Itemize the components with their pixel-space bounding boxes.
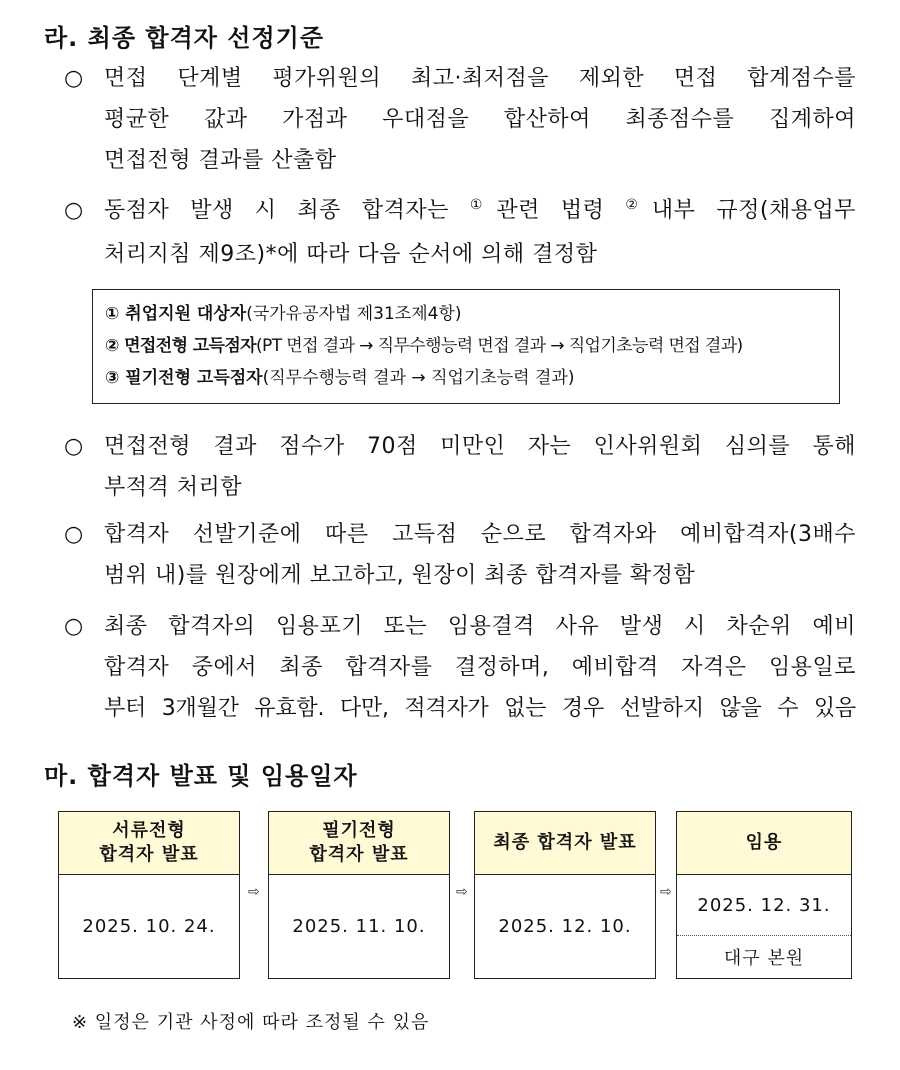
- text-line: 최종 합격자의 임용포기 또는 임용결격 사유 발생 시 차순위 예비: [104, 614, 856, 639]
- text-segment: 동점자 발생 시 최종 합격자는: [104, 198, 470, 223]
- step-title-line: 최종 합격자 발표: [493, 832, 637, 853]
- bullet-2: [64, 190, 856, 275]
- text-line: 면접전형 결과를 산출함: [104, 148, 337, 173]
- superscript-2: ②: [625, 197, 652, 213]
- bullet-marker: ○: [64, 198, 84, 223]
- text-line: 면접전형 결과 점수가 70점 미만인 자는 인사위원회 심의를 통해: [104, 434, 856, 459]
- text-segment: 관련 법령: [496, 198, 626, 223]
- section-title-ra: 라. 최종 합격자 선정기준: [44, 24, 325, 52]
- step-title-line: 합격자 발표: [309, 844, 409, 865]
- bullet-5: [64, 606, 856, 729]
- bullet-4: [64, 514, 856, 596]
- criteria-detail: (직무수행능력 결과 → 직업기초능력 결과): [262, 368, 575, 388]
- bullet-marker: ○: [64, 522, 84, 547]
- text-line: 합격자 선발기준에 따른 고득점 순으로 합격자와 예비합격자(3배수: [104, 522, 856, 547]
- criteria-detail: (PT 면접 결과 → 직무수행능력 면접 결과 → 직업기초능력 면접 결과): [256, 336, 743, 356]
- arrow-right-icon: ⇨: [456, 884, 468, 900]
- step-date: 2025. 12. 31.: [697, 894, 831, 916]
- bullet-marker: ○: [64, 66, 84, 91]
- criteria-bold: ② 면접전형 고득점자: [105, 336, 257, 356]
- text-line: 부터 3개월간 유효함. 다만, 적격자가 없는 경우 선발하지 않을 수 있음: [104, 696, 856, 721]
- criteria-bold: ③ 필기전형 고득점자: [105, 368, 263, 388]
- arrow-right-icon: ⇨: [660, 884, 672, 900]
- criteria-item: [105, 330, 827, 362]
- step-date: 2025. 12. 10.: [498, 916, 632, 937]
- tie-break-criteria-box: [92, 289, 840, 404]
- step-title: [677, 812, 851, 875]
- bullet-3: [64, 426, 856, 508]
- schedule-step-appointment: [676, 811, 852, 979]
- text-line: 평균한 값과 가점과 우대점을 합산하여 최종점수를 집계하여: [104, 107, 856, 132]
- text-line: 합격자 중에서 최종 합격자를 결정하며, 예비합격 자격은 임용일로: [104, 655, 856, 680]
- step-title: [59, 812, 239, 875]
- section-title-ma: 마. 합격자 발표 및 임용일자: [44, 762, 358, 790]
- criteria-item: [105, 362, 827, 394]
- criteria-item: [105, 298, 827, 330]
- schedule-step-document: [58, 811, 240, 979]
- schedule-step-final: [474, 811, 656, 979]
- text-segment: 내부 규정(채용업무: [651, 198, 856, 223]
- text-line: 면접 단계별 평가위원의 최고·최저점을 제외한 면접 합계점수를: [104, 66, 856, 91]
- schedule-note: ※ 일정은 기관 사정에 따라 조정될 수 있음: [72, 1012, 430, 1033]
- step-title-line: 서류전형: [112, 820, 186, 841]
- bullet-marker: ○: [64, 614, 84, 639]
- superscript-1: ①: [469, 197, 497, 213]
- arrow-right-icon: ⇨: [248, 884, 260, 900]
- criteria-detail: (국가유공자법 제31조제4항): [246, 304, 462, 324]
- step-title-line: 필기전형: [322, 820, 396, 841]
- step-body: [677, 875, 851, 978]
- text-line: 범위 내)를 원장에게 보고하고, 원장이 최종 합격자를 확정함: [104, 563, 696, 588]
- step-date: 2025. 10. 24.: [82, 916, 216, 937]
- step-title: [475, 812, 655, 875]
- schedule-step-written: [268, 811, 450, 979]
- step-location: 대구 본원: [677, 935, 851, 978]
- step-title: [269, 812, 449, 875]
- step-title-line: 임용: [745, 832, 783, 853]
- text-line: 부적격 처리함: [104, 475, 243, 500]
- step-date: 2025. 11. 10.: [292, 916, 426, 937]
- bullet-marker: ○: [64, 434, 84, 459]
- text-line: [104, 190, 856, 234]
- text-line: 처리지침 제9조)*에 따라 다음 순서에 의해 결정함: [104, 242, 598, 267]
- criteria-bold: ① 취업지원 대상자: [105, 304, 247, 324]
- bullet-1: [64, 58, 856, 181]
- step-title-line: 합격자 발표: [99, 844, 199, 865]
